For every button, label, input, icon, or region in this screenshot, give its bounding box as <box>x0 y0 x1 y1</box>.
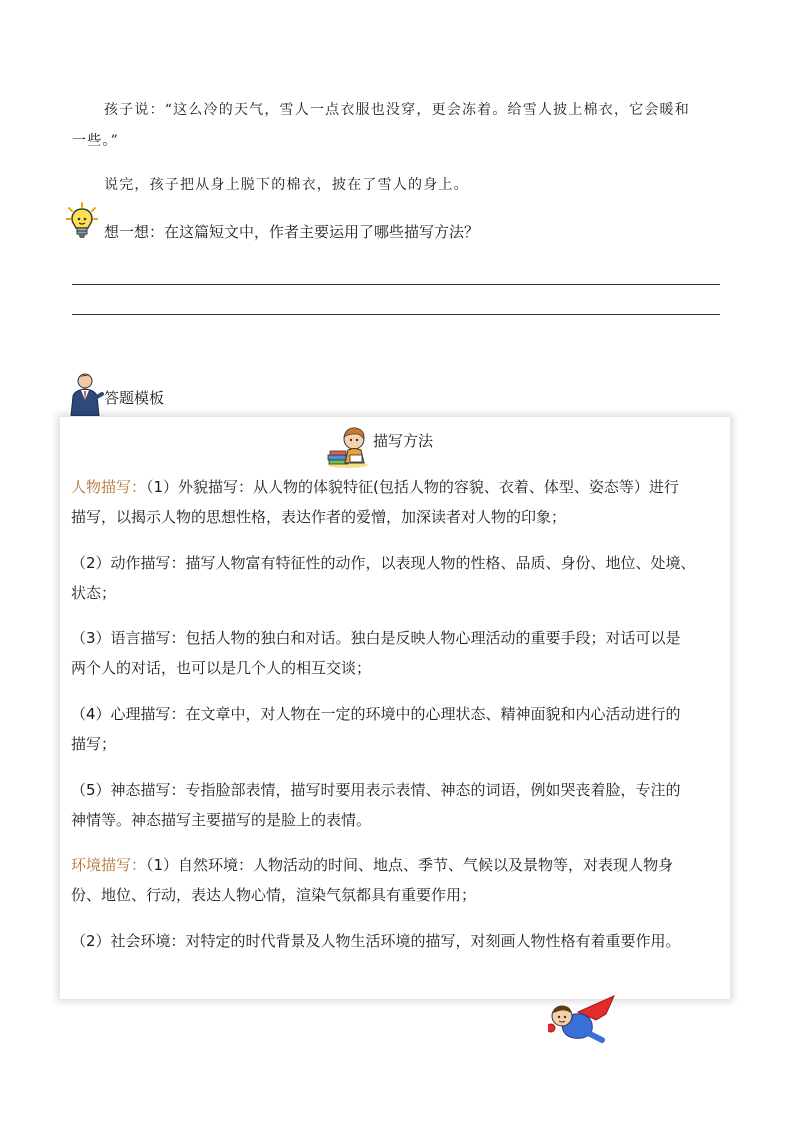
character-action <box>71 548 733 608</box>
flying-hero-icon <box>548 994 616 1046</box>
paragraph-text: （3）语言描写：包括人物的独白和对话。独白是反映人物心理活动的重要手段；对话可以是 <box>71 629 681 647</box>
character-appearance <box>71 472 733 532</box>
character-psychology <box>71 699 733 759</box>
category-label: 人物描写： <box>71 478 147 496</box>
paragraph-text: 份、地位、行动，表达人物心情，渲染气氛都具有重要作用； <box>71 886 477 904</box>
paragraph-text: 神情等。神态描写主要描写的是脸上的表情。 <box>71 811 372 829</box>
teacher-icon <box>68 372 104 416</box>
passage-line: 说完，孩子把从身上脱下的棉衣，披在了雪人的身上。 <box>104 177 469 193</box>
paragraph-text: （1）自然环境：人物活动的时间、地点、季节、气候以及景物等，对表现人物身 <box>146 856 674 874</box>
paragraph-text: 描写，以揭示人物的思想性格，表达作者的爱憎，加深读者对人物的印象； <box>71 508 567 526</box>
answer-line[interactable] <box>72 284 720 285</box>
paragraph-text: （2）社会环境：对特定的时代背景及人物生活环境的描写，对刻画人物性格有着重要作用。 <box>71 932 681 950</box>
answer-line[interactable] <box>72 314 720 315</box>
paragraph-text: （4）心理描写：在文章中，对人物在一定的环境中的心理状态、精神面貌和内心活动进行的 <box>71 705 681 723</box>
environment-natural <box>71 850 733 910</box>
paragraph-text: 状态； <box>71 584 117 602</box>
paragraph-text: （2）动作描写：描写人物富有特征性的动作，以表现人物的性格、品质、身份、地位、处境、 <box>71 554 696 572</box>
passage-line: 一些。” <box>72 133 119 149</box>
paragraph-text: 描写； <box>71 735 117 753</box>
think-question: 想一想：在这篇短文中，作者主要运用了哪些描写方法？ <box>104 223 480 241</box>
paragraph-text: （5）神态描写：专指脸部表情，描写时要用表示表情、神态的词语，例如哭丧着脸，专注的 <box>71 781 681 799</box>
character-language <box>71 623 733 683</box>
paragraph-text: 两个人的对话，也可以是几个人的相互交谈； <box>71 659 372 677</box>
template-box <box>60 417 730 999</box>
lightbulb-icon <box>66 202 98 240</box>
environment-social <box>71 926 733 956</box>
box-title: 描写方法 <box>373 432 434 450</box>
passage-line: 孩子说：“这么冷的天气，雪人一点衣服也没穿，更会冻着。给雪人披上棉衣，它会暖和 <box>104 102 690 118</box>
reading-kid-icon <box>326 425 372 469</box>
character-expression <box>71 775 733 835</box>
template-title: 答题模板 <box>104 389 165 407</box>
category-label: 环境描写： <box>71 856 147 874</box>
paragraph-text: （1）外貌描写：从人物的体貌特征(包括人物的容貌、衣着、体型、姿态等）进行 <box>146 478 679 496</box>
